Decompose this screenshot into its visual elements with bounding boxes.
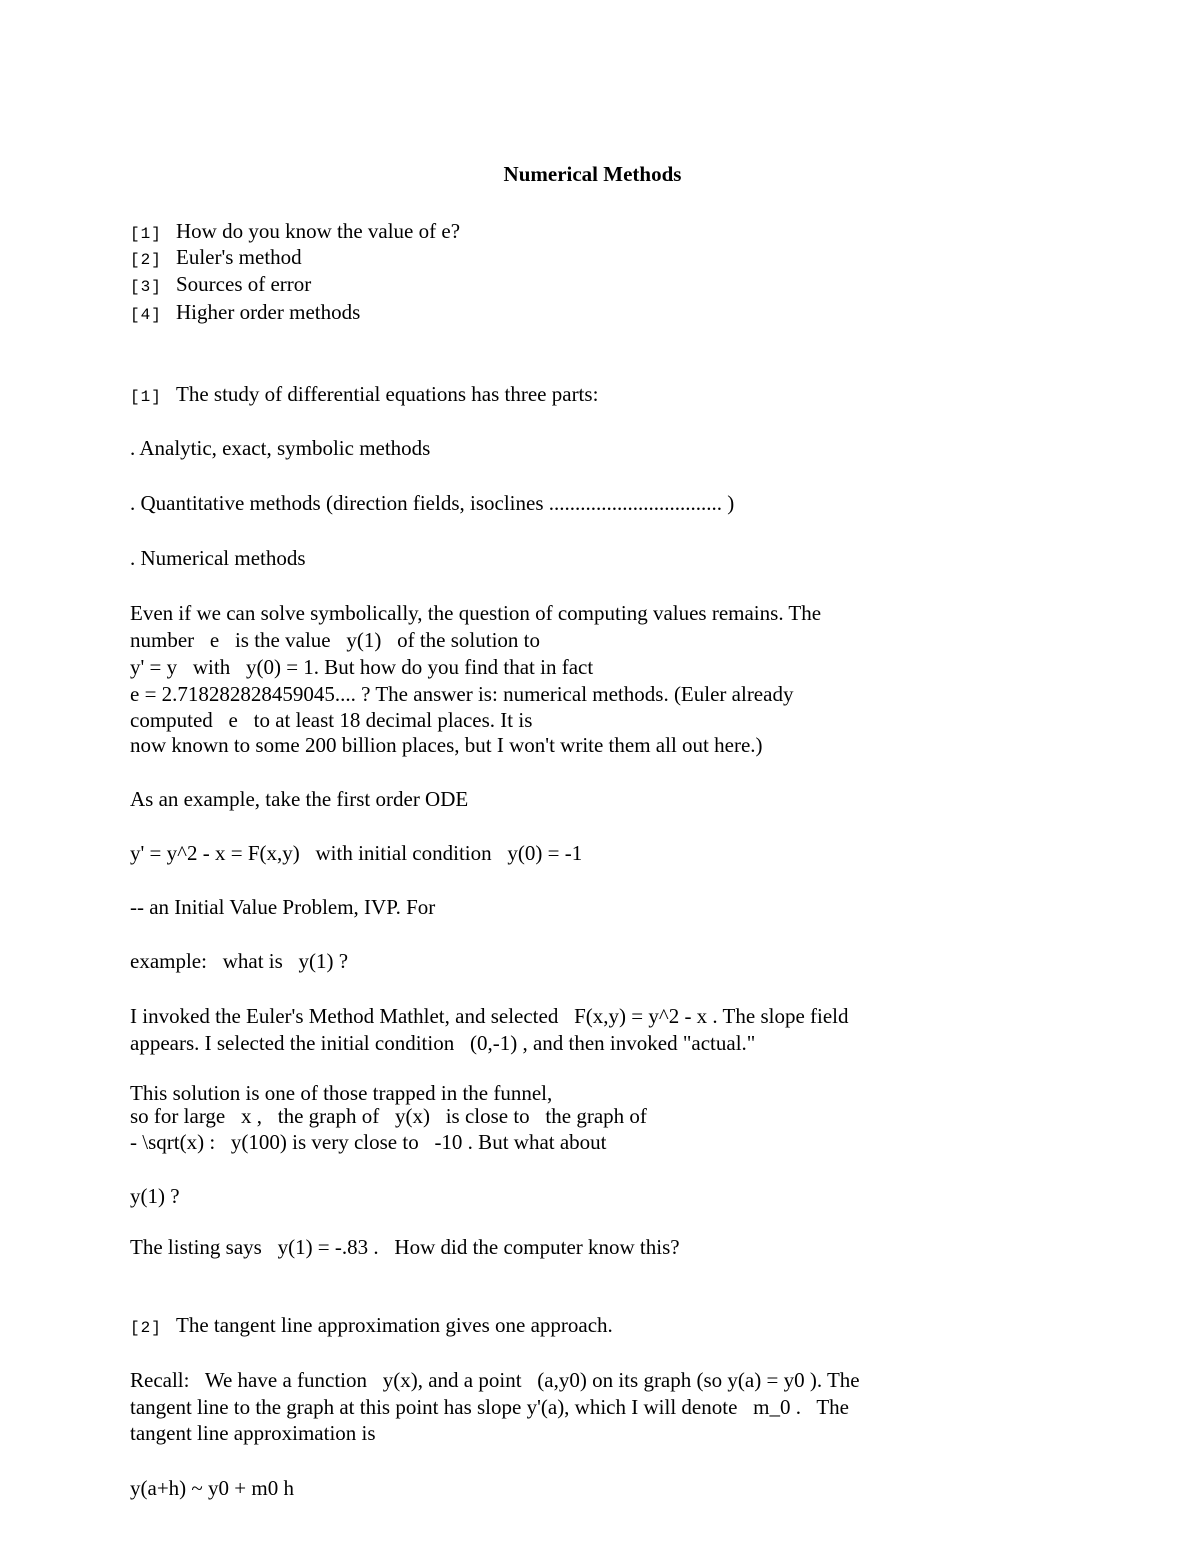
paragraph-line: number e is the value y(1) of the solution to [130, 628, 541, 652]
toc-text: Euler's method [176, 245, 302, 269]
page-title: Numerical Methods [503, 162, 682, 186]
paragraph-line: - \sqrt(x) : y(100) is very close to -10 . But what about [130, 1130, 607, 1154]
paragraph-line: e = 2.718282828459045.... ? The answer is: numerical methods. (Euler already [130, 682, 794, 706]
paragraph-line: The listing says y(1) = -.83 . How did the computer know this? [130, 1235, 680, 1259]
toc-text: Sources of error [176, 272, 312, 296]
section-heading-text: The tangent line approximation gives one approach. [176, 1313, 613, 1337]
equation: y(a+h) ~ y0 + m0 h [130, 1476, 294, 1500]
paragraph-line: y(1) ? [130, 1184, 180, 1208]
paragraph-line: y' = y with y(0) = 1. But how do you find that in fact [130, 655, 594, 679]
paragraph-line: tangent line approximation is [130, 1421, 376, 1445]
section-heading-text: The study of differential equations has three parts: [176, 382, 599, 406]
paragraph-line: As an example, take the first order ODE [130, 787, 469, 811]
section-heading [130, 381, 598, 410]
toc-item [130, 271, 311, 300]
toc-number: [1] [130, 225, 162, 243]
section-heading [130, 1312, 613, 1341]
toc-text: Higher order methods [176, 300, 361, 324]
toc-item [130, 299, 360, 328]
bullet-item: . Analytic, exact, symbolic methods [130, 436, 431, 460]
toc-number: [2] [130, 251, 162, 269]
equation: y' = y^2 - x = F(x,y) with initial condition y(0) = -1 [130, 841, 583, 865]
section-number: [1] [130, 388, 162, 406]
toc-item [130, 244, 302, 273]
toc-number: [3] [130, 278, 162, 296]
paragraph-line: appears. I selected the initial condition (0,-1) , and then invoked "actual." [130, 1031, 756, 1055]
section-number: [2] [130, 1319, 162, 1337]
toc-number: [4] [130, 306, 162, 324]
paragraph-line: Even if we can solve symbolically, the question of computing values remains. The [130, 601, 822, 625]
paragraph-line: tangent line to the graph at this point has slope y'(a), which I will denote m_0 . The [130, 1395, 849, 1419]
paragraph-line: I invoked the Euler's Method Mathlet, and selected F(x,y) = y^2 - x . The slope field [130, 1004, 849, 1028]
bullet-item: . Numerical methods [130, 546, 306, 570]
paragraph-line: -- an Initial Value Problem, IVP. For [130, 895, 436, 919]
toc-item [130, 218, 460, 247]
paragraph-line: This solution is one of those trapped in the funnel, [130, 1081, 553, 1105]
paragraph-line: so for large x , the graph of y(x) is close to the graph of [130, 1104, 647, 1128]
paragraph-line: computed e to at least 18 decimal places. It is [130, 708, 533, 732]
toc-text: How do you know the value of e? [176, 219, 461, 243]
paragraph-line: now known to some 200 billion places, but I won't write them all out here.) [130, 733, 763, 757]
paragraph-line: Recall: We have a function y(x), and a point (a,y0) on its graph (so y(a) = y0 ). The [130, 1368, 860, 1392]
paragraph-line: example: what is y(1) ? [130, 949, 349, 973]
bullet-item: . Quantitative methods (direction fields, isoclines ................................. ) [130, 491, 735, 515]
